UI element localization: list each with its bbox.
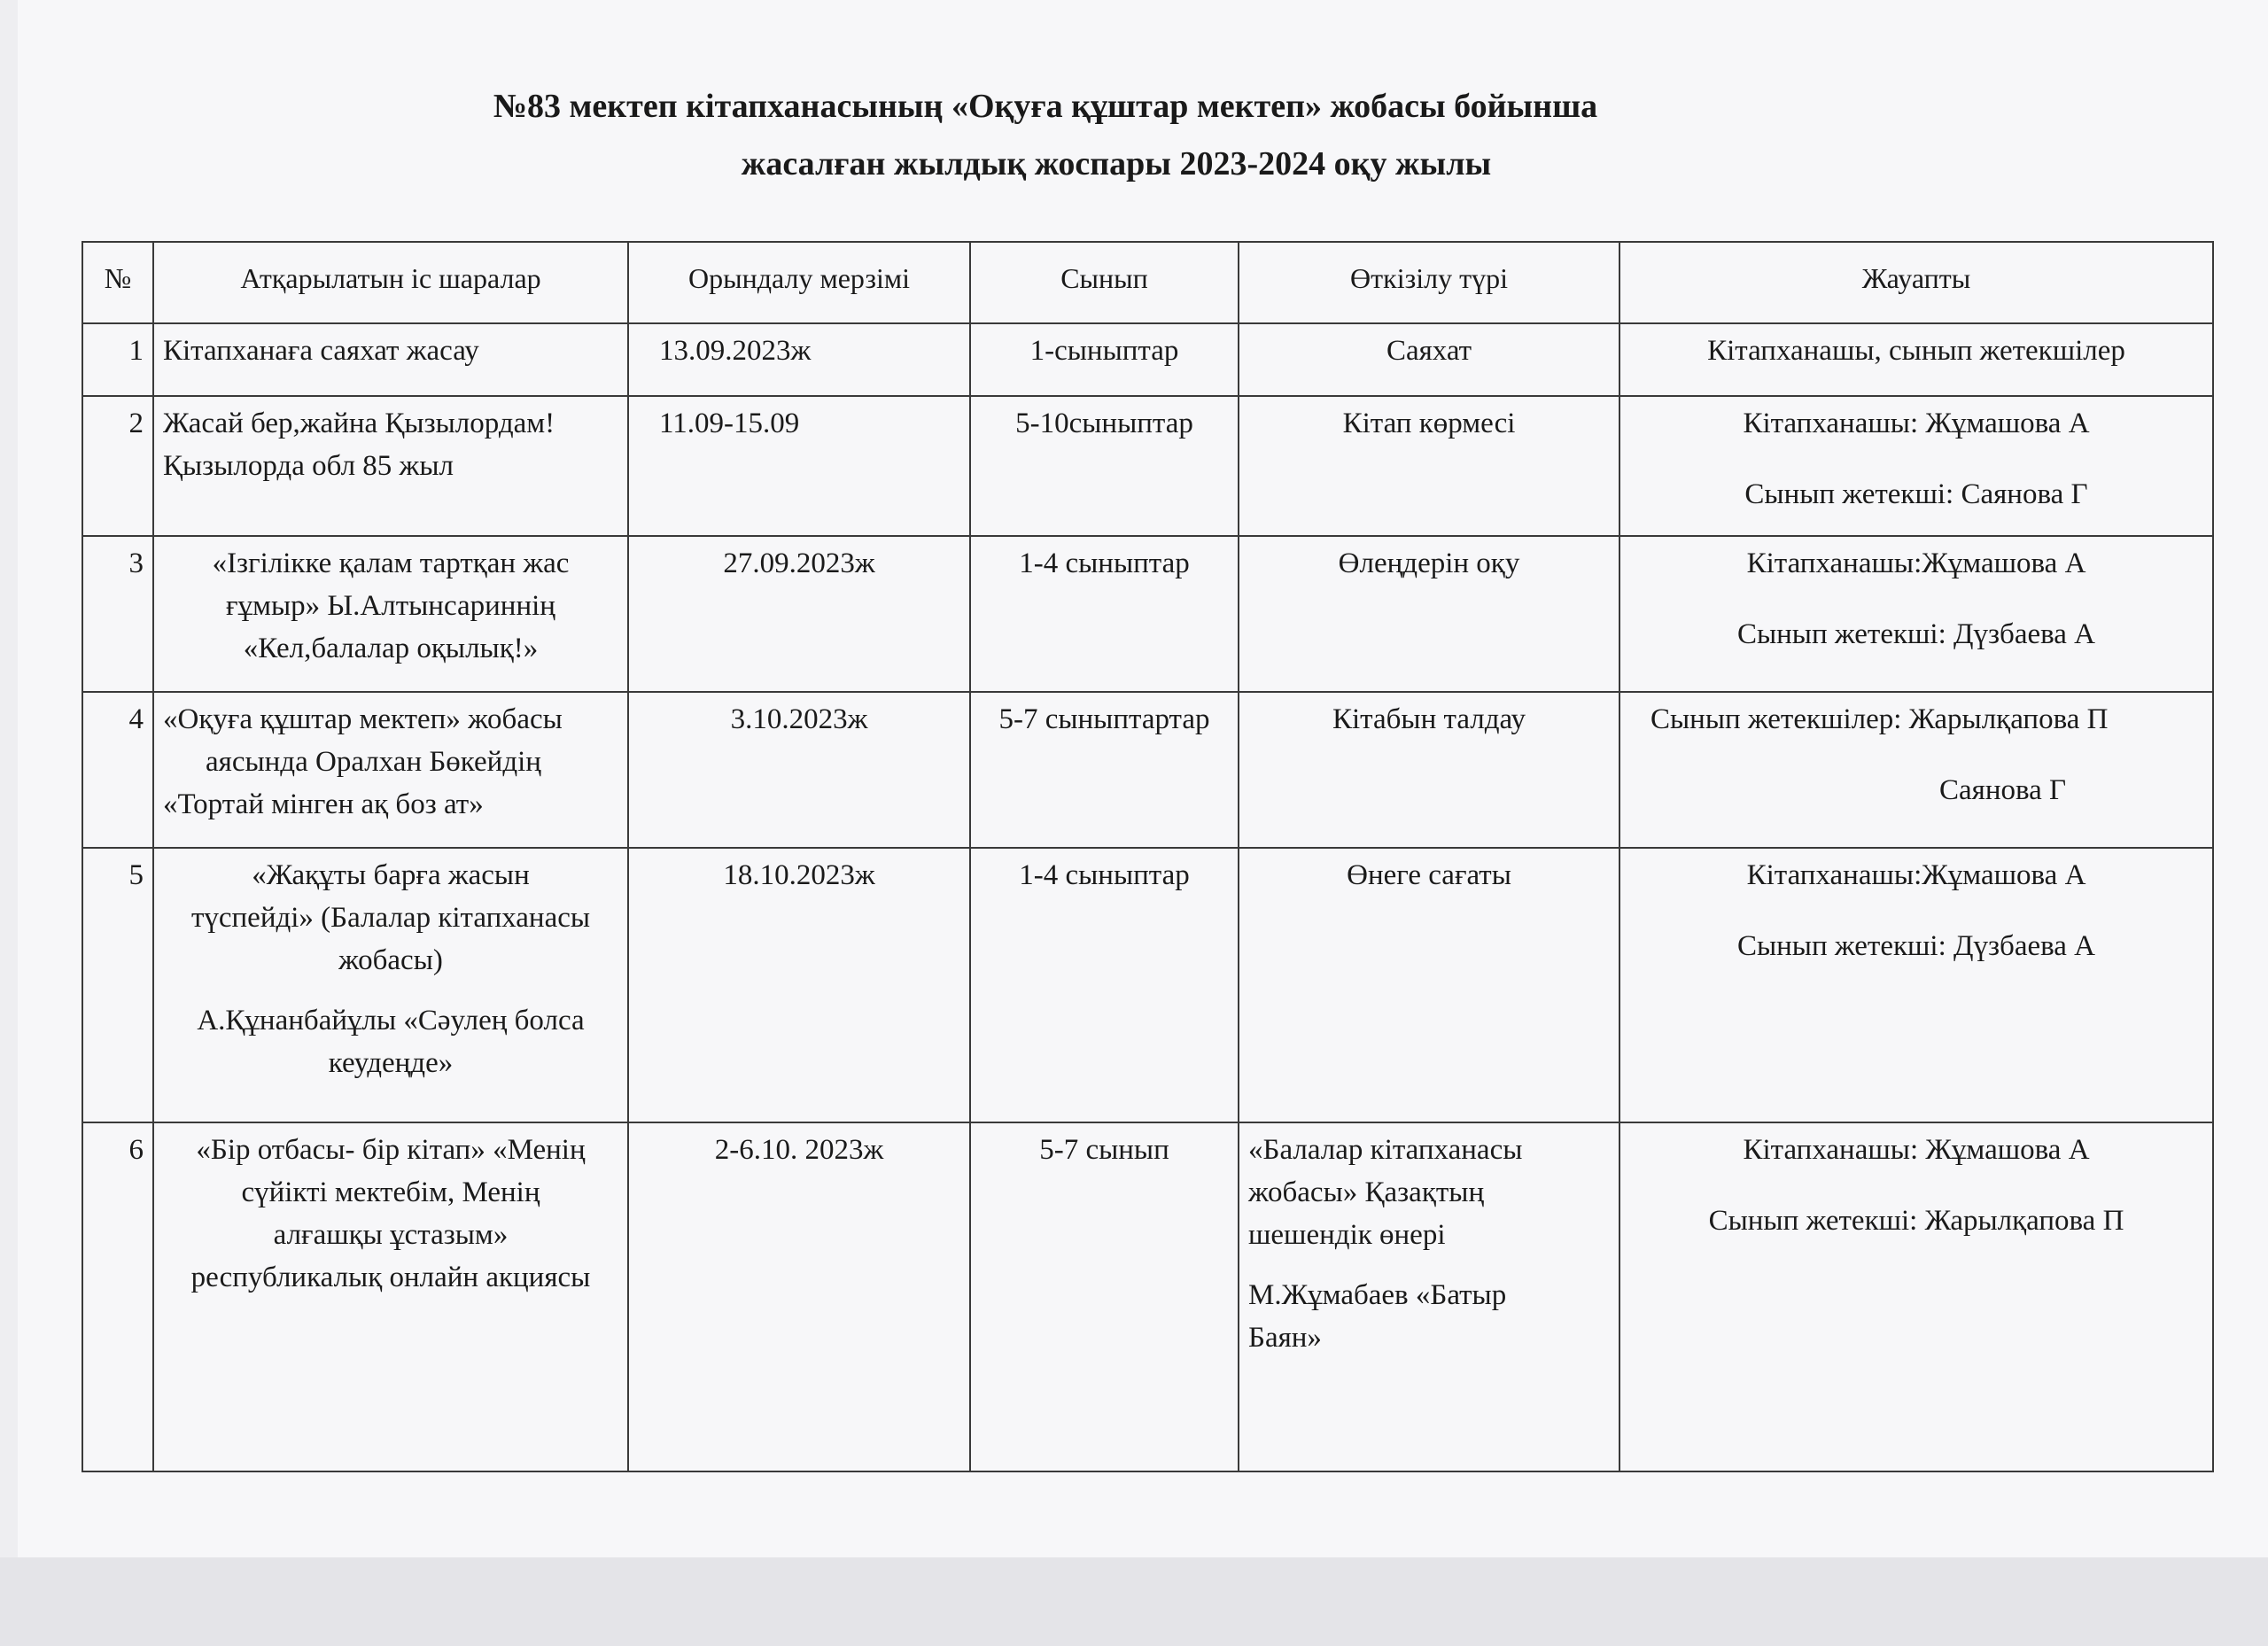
row-type: Кітап көрмесі bbox=[1239, 396, 1619, 536]
row-type: Өлеңдерін оқу bbox=[1239, 536, 1619, 692]
row-type: «Балалар кітапханасы жобасы» Қазақтың шешендік өнері М.Жұмабаев «Батыр Баян» bbox=[1239, 1122, 1619, 1471]
row-class: 1-сыныптар bbox=[970, 323, 1239, 396]
row-event: Жасай бер,жайна Қызылордам! Қызылорда обл 85 жыл bbox=[153, 396, 628, 536]
row-responsible: Кітапханашы:Жұмашова А Сынып жетекші: Дүзбаева А bbox=[1619, 848, 2213, 1122]
table-row bbox=[82, 692, 2213, 848]
row-event: «Оқуға құштар мектеп» жобасы аясында Оралхан Бөкейдің «Тортай мінген ақ боз ат» bbox=[153, 692, 628, 848]
row-date: 13.09.2023ж bbox=[628, 323, 970, 396]
header-responsible: Жауапты bbox=[1619, 242, 2213, 323]
table-row bbox=[82, 396, 2213, 536]
row-number: 2 bbox=[82, 396, 153, 536]
row-event: «Ізгілікке қалам тартқан жас ғұмыр» Ы.Алтынсариннің «Кел,балалар оқылық!» bbox=[153, 536, 628, 692]
row-class: 5-10сыныптар bbox=[970, 396, 1239, 536]
row-class: 1-4 сыныптар bbox=[970, 848, 1239, 1122]
row-number: 3 bbox=[82, 536, 153, 692]
header-type: Өткізілу түрі bbox=[1239, 242, 1619, 323]
row-date: 3.10.2023ж bbox=[628, 692, 970, 848]
document-title-line-1: №83 мектеп кітапханасының «Оқуға құштар мектеп» жобасы бойынша bbox=[493, 88, 1598, 125]
table-row bbox=[82, 536, 2213, 692]
row-responsible: Кітапханашы: Жұмашова А Сынып жетекші: Саянова Г bbox=[1619, 396, 2213, 536]
row-responsible: Кітапханашы, сынып жетекшілер bbox=[1619, 323, 2213, 396]
header-number: № bbox=[82, 242, 153, 323]
row-type: Кітабын талдау bbox=[1239, 692, 1619, 848]
row-type: Саяхат bbox=[1239, 323, 1619, 396]
row-number: 4 bbox=[82, 692, 153, 848]
header-events: Атқарылатын іс шаралар bbox=[153, 242, 628, 323]
row-date: 27.09.2023ж bbox=[628, 536, 970, 692]
row-event: «Жақұты барға жасын түспейді» (Балалар кітапханасы жобасы) А.Құнанбайұлы «Сәулең болса кеудеңде» bbox=[153, 848, 628, 1122]
row-class: 5-7 сыныптартар bbox=[970, 692, 1239, 848]
row-class: 5-7 сынып bbox=[970, 1122, 1239, 1471]
header-class: Сынып bbox=[970, 242, 1239, 323]
row-number: 6 bbox=[82, 1122, 153, 1471]
row-responsible: Кітапханашы: Жұмашова А Сынып жетекші: Жарылқапова П bbox=[1619, 1122, 2213, 1471]
row-type: Өнеге сағаты bbox=[1239, 848, 1619, 1122]
table-row bbox=[82, 1122, 2213, 1471]
row-date: 11.09-15.09 bbox=[628, 396, 970, 536]
row-number: 5 bbox=[82, 848, 153, 1122]
row-responsible: Сынып жетекшілер: Жарылқапова П Саянова Г bbox=[1619, 692, 2213, 848]
document-title-line-2: жасалған жылдық жоспары 2023-2024 оқу жылы bbox=[741, 145, 1492, 182]
table-row bbox=[82, 323, 2213, 396]
table-row bbox=[82, 848, 2213, 1122]
row-responsible: Кітапханашы:Жұмашова А Сынып жетекші: Дүзбаева А bbox=[1619, 536, 2213, 692]
annual-plan-table bbox=[82, 241, 2214, 1472]
row-class: 1-4 сыныптар bbox=[970, 536, 1239, 692]
row-event: Кітапханаға саяхат жасау bbox=[153, 323, 628, 396]
row-event: «Бір отбасы- бір кітап» «Менің сүйікті мектебім, Менің алғашқы ұстазым» республикалық онлайн акциясы bbox=[153, 1122, 628, 1471]
table-header-row bbox=[82, 242, 2213, 323]
row-date: 2-6.10. 2023ж bbox=[628, 1122, 970, 1471]
row-date: 18.10.2023ж bbox=[628, 848, 970, 1122]
row-number: 1 bbox=[82, 323, 153, 396]
header-date: Орындалу мерзімі bbox=[628, 242, 970, 323]
scan-margin bbox=[0, 1557, 2268, 1646]
